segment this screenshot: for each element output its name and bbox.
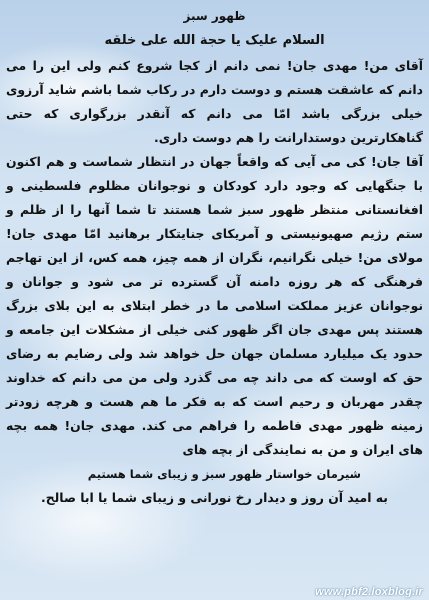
paragraph-2: آقا جان! کی می آیی که واقعاً جهان در انتظار شماست و هم اکنون با جنگهایی که وجود دارد کودکان و نوجوانان مظلوم فلسطینی و افغانستانی منتظر ظهور سبز شما هستند تا شما آنها را از ظلم و ستم رژیم صهیونیستی و آمریکای جنایتکار برهانید امّا مهدی جان! مولای من! خیلی نگرانیم، نگران از همه چیز، همه کس، از این تهاجم فرهنگی که هر روزه دامنه آن گسترده تر می شود و جوانان و نوجوانان عزیز مملکت اسلامی ما در خطر ابتلای به این بلای بزرگ هستند پس مهدی جان اگر ظهور کنی خیلی از مشکلات این جامعه و حدود یک میلیارد مسلمان جهان حل خواهد شد ولی رضایم به رضای حق که اوست که می داند چه می گذرد ولی من می دانم که خداوند چقدر مهربان و رحیم است که به فکر ما هم هست و هرچه زودتر زمینه ظهور مهدی فاطمه را فراهم می کند. مهدی جان! همه بچه های ایران و من به نمایندگی از بچه های	[6, 154, 423, 457]
closing-line: به امید آن روز و دیدار رخ نورانی و زیبای شما یا ابا صالح.	[41, 490, 388, 505]
paragraph-1: آقای من! مهدی جان! نمی دانم از کجا شروع کنم ولی این را می دانم که عاشقت هستم و دوست دارم در رکاب شما باشم شاید آرزوی خیلی بزرگی باشد امّا می دانم که آنقدر بزرگواری که حتی گناهکارترین دوستدارانت را هم دوست داری.	[6, 58, 423, 145]
salutation: السلام علیک یا حجة الله علی خلقه	[104, 33, 325, 48]
site-watermark: www.pbf2.loxblog.ir	[315, 586, 423, 598]
page-title: ظهور سبز	[183, 9, 246, 23]
letter-body	[6, 8, 423, 510]
signature-line: شیرمان خواستار ظهور سبز و زیبای شما هستیم	[87, 467, 361, 481]
